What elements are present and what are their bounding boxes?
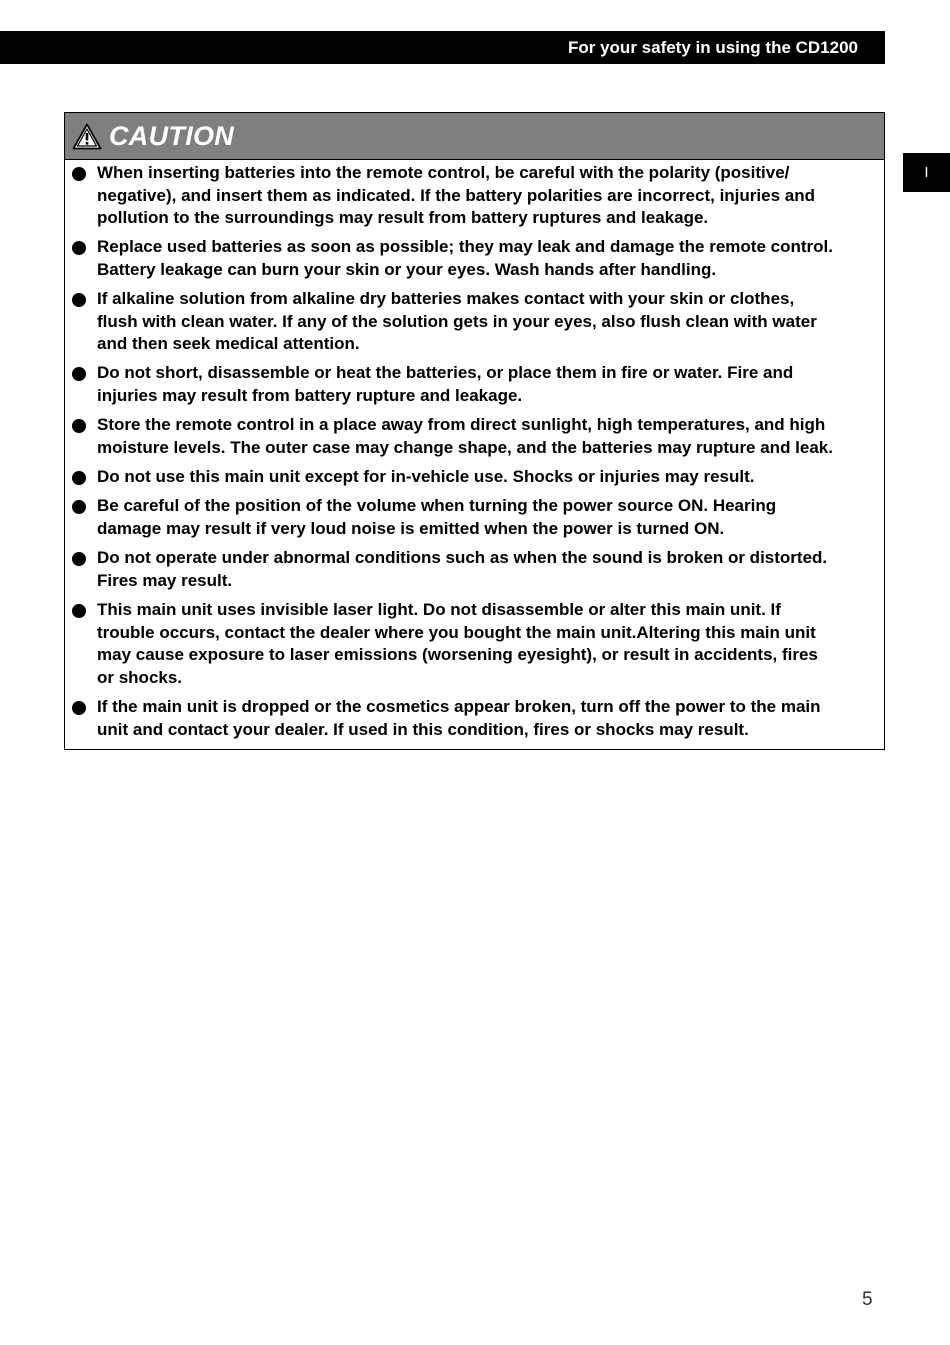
list-item	[65, 696, 884, 741]
page-number: 5	[862, 1289, 873, 1310]
list-item	[65, 362, 884, 407]
caution-item-text: If alkaline solution from alkaline dry batteries makes contact with your skin or clothes, flush with clean water. If any of the solution gets in your eyes, also flush clean with water and then seek medical attention.	[97, 289, 817, 354]
list-item	[65, 466, 884, 489]
bullet-icon	[72, 500, 86, 514]
bullet-icon	[72, 604, 86, 618]
section-tab-label: I	[924, 164, 929, 181]
list-item	[65, 414, 884, 459]
bullet-icon	[72, 471, 86, 485]
list-item	[65, 288, 884, 356]
list-item	[65, 599, 884, 690]
bullet-icon	[72, 241, 86, 255]
list-item	[65, 236, 884, 281]
caution-item-text: This main unit uses invisible laser light. Do not disassemble or alter this main unit. If trouble occurs, contact the dealer where you bought the main unit.Altering this main unit may cause exposure to laser emissions (worsening eyesight), or result in accidents, fires or shocks.	[97, 600, 818, 688]
caution-item-text: Do not operate under abnormal conditions such as when the sound is broken or distorted. Fires may result.	[97, 548, 828, 590]
caution-item-text: If the main unit is dropped or the cosmetics appear broken, turn off the power to the main unit and contact your dealer. If used in this condition, fires or shocks may result.	[97, 697, 821, 739]
section-tab	[903, 153, 950, 192]
page-header-title: For your safety in using the CD1200	[567, 37, 858, 57]
list-item	[65, 495, 884, 540]
caution-item-text: Do not use this main unit except for in-vehicle use. Shocks or injuries may result.	[97, 467, 755, 486]
caution-item-text: Replace used batteries as soon as possible; they may leak and damage the remote control. Battery leakage can burn your skin or your eyes. Wash hands after handling.	[97, 237, 833, 279]
warning-triangle-icon	[72, 123, 102, 150]
caution-item-text: Do not short, disassemble or heat the batteries, or place them in fire or water. Fire and injuries may result from battery rupture and leakage.	[97, 363, 794, 405]
bullet-icon	[72, 701, 86, 715]
page-header-bar	[0, 31, 885, 64]
caution-box	[64, 112, 885, 750]
bullet-icon	[72, 293, 86, 307]
caution-title: CAUTION	[109, 120, 235, 151]
caution-item-text: When inserting batteries into the remote control, be careful with the polarity (positive/ negative), and insert them as indicated. If the battery polarities are incorrect, injuries and pollution to the surroundings may result from battery ruptures and leakage.	[97, 163, 815, 228]
caution-item-text: Be careful of the position of the volume when turning the power source ON. Hearing damage may result if very loud noise is emitted when the power is turned ON.	[97, 496, 777, 538]
bullet-icon	[72, 167, 86, 181]
caution-item-text: Store the remote control in a place away from direct sunlight, high temperatures, and high moisture levels. The outer case may change shape, and the batteries may rupture and leak.	[97, 415, 833, 457]
bullet-icon	[72, 419, 86, 433]
bullet-icon	[72, 367, 86, 381]
list-item	[65, 162, 884, 230]
list-item	[65, 547, 884, 592]
bullet-icon	[72, 552, 86, 566]
caution-header	[65, 113, 884, 160]
